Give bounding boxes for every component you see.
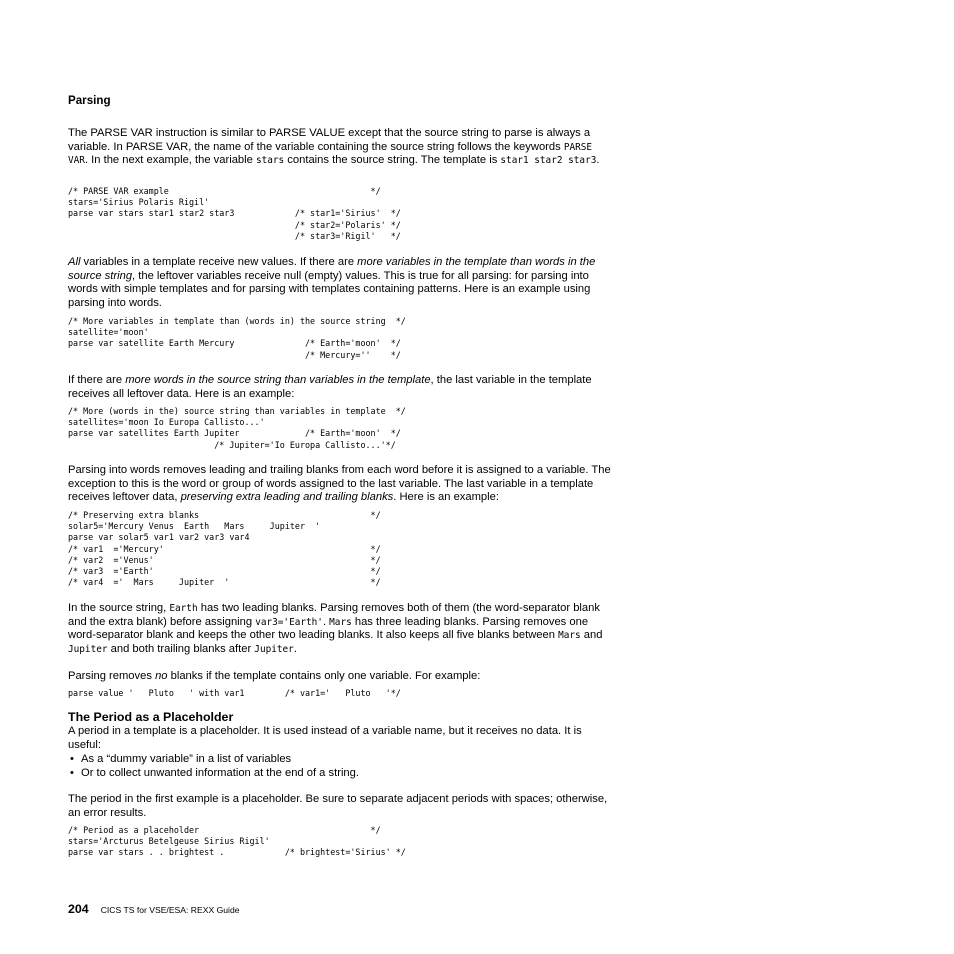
code-example-parse-var: /* PARSE VAR example */ stars='Sirius Polaris Rigil' parse var stars star1 star2 star3 /* star1='Sirius' */ /* star2='Polaris' */ /* star3='Rigil' */ (68, 186, 401, 241)
paragraph-no-blanks: Parsing removes no blanks if the template contains only one variable. For example: (68, 670, 481, 682)
paragraph-preserving-blanks: Parsing into words removes leading and trailing blanks from each word before it is assigned to a variable. The exception to this is the word or group of words assigned to the last variable. The last variable in a template receives leftover data, preserving extra leading and trailing blanks. Here is an example: (68, 464, 611, 504)
paragraph-adjacent-periods: The period in the first example is a placeholder. Be sure to separate adjacent periods with spaces; otherwise, an error results. (68, 793, 608, 819)
run-in-heading: Parsing (68, 94, 111, 107)
book-title: CICS TS for VSE/ESA: REXX Guide (100, 905, 240, 915)
page-footer (68, 902, 240, 916)
page-number: 204 (68, 902, 89, 916)
paragraph-period-placeholder: A period in a template is a placeholder. It is used instead of a variable name, but it receives no data. It is useful: (68, 725, 582, 751)
code-example-placeholder: /* Period as a placeholder */ stars='Arcturus Betelgeuse Sirius Rigil' parse var stars . . brightest . /* brightest='Sirius' */ (68, 825, 406, 858)
section-heading: The Period as a Placeholder (68, 710, 234, 724)
code-example-more-variables: /* More variables in template than (words in) the source string */ satellite='moon' parse var satellite Earth Mercury /* Earth='moon' */ /* Mercury='' */ (68, 316, 406, 360)
paragraph-parse-var: The PARSE VAR instruction is similar to PARSE VALUE except that the source string to parse is always a variable. In PARSE VAR, the name of the variable containing the source string follows the keywords PARSE VAR. In the next example, the variable stars contains the source string. The template is star1 star2 star3. (68, 127, 600, 167)
code-example-single-variable: parse value ' Pluto ' with var1 /* var1=' Pluto '*/ (68, 688, 401, 698)
paragraph-more-variables: All variables in a template receive new values. If there are more variables in the template than words in the source string, the leftover variables receive null (empty) values. This is true for all parsing: for parsing into words with simple templates and for parsing with templates containing patterns. Here is an example using parsing into words. (68, 256, 596, 309)
code-example-more-words: /* More (words in the) source string than variables in template */ satellites='moon Io Europa Callisto...' parse var satellites Earth Jupiter /* Earth='moon' */ /* Jupiter='Io Europa Callisto...'*/ (68, 406, 406, 450)
paragraph-leading-blanks: In the source string, Earth has two leading blanks. Parsing removes both of them (the word-separator blank and the extra blank) before assigning var3='Earth'. Mars has three leading blanks. Parsing removes one word-separator blank and keeps the other two leading blanks. It also keeps all five blanks between Mars and Jupiter and both trailing blanks after Jupiter. (68, 602, 603, 655)
bullet-list (68, 753, 359, 780)
bullet-icon: • (70, 766, 74, 779)
list-item: • As a “dummy variable” in a list of variables (70, 753, 292, 765)
paragraph-more-words: If there are more words in the source string than variables in the template, the last variable in the template receives all leftover data. Here is an example: (68, 374, 592, 400)
list-item: • Or to collect unwanted information at the end of a string. (70, 766, 359, 779)
bullet-icon: • (70, 753, 74, 765)
code-example-preserving-blanks: /* Preserving extra blanks */ solar5='Mercury Venus Earth Mars Jupiter ' parse var solar5 var1 var2 var3 var4 /* var1 ='Mercury' */ /* var2 ='Venus' */ /* var3 ='Earth' */ /* var4 =' Mars Jupiter ' */ (68, 510, 381, 588)
